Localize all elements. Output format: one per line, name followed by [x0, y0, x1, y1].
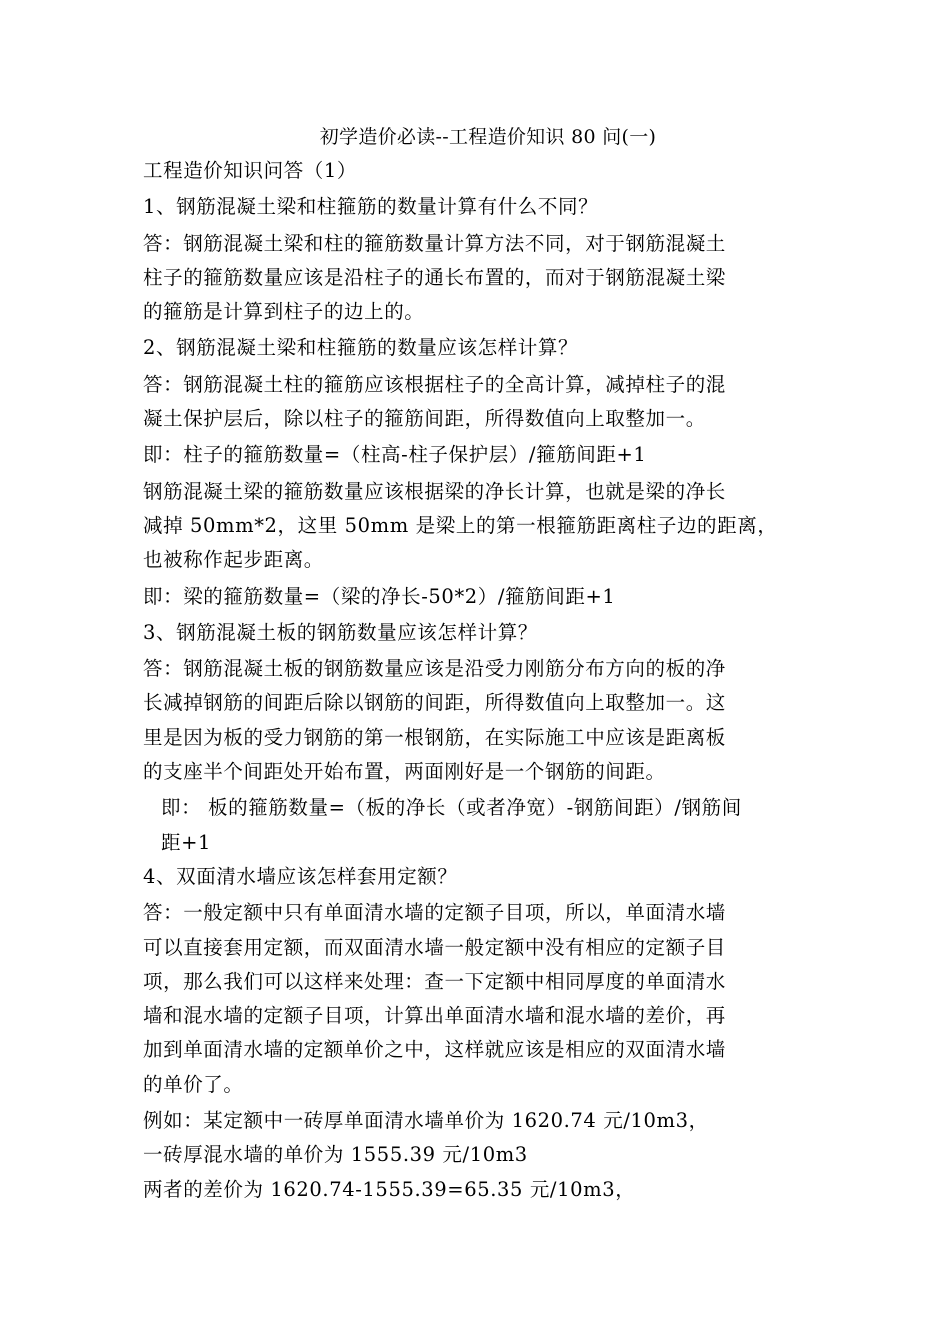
- document-body: [143, 120, 833, 1207]
- paragraph-q2: [143, 331, 833, 365]
- document-subtitle: 工程造价知识问答（1）: [143, 159, 358, 182]
- text-line: 2、钢筋混凝土梁和柱箍筋的数量应该怎样计算？: [143, 336, 579, 360]
- paragraph-f2a: [143, 438, 833, 472]
- text-line: 里是因为板的受力钢筋的第一根钢筋，在实际施工中应该是距离板: [143, 725, 726, 749]
- paragraph-a4: [143, 896, 833, 1102]
- text-line: 答：钢筋混凝土板的钢筋数量应该是沿受力刚筋分布方向的板的净: [143, 657, 726, 681]
- text-line: 的箍筋是计算到柱子的边上的。: [143, 300, 425, 324]
- text-line: 钢筋混凝土梁的箍筋数量应该根据梁的净长计算，也就是梁的净长: [143, 479, 726, 503]
- text-line: 答：钢筋混凝土柱的箍筋应该根据柱子的全高计算，减掉柱子的混: [143, 372, 726, 396]
- paragraph-e2: [143, 1138, 833, 1172]
- text-line: 3、钢筋混凝土板的钢筋数量应该怎样计算？: [143, 620, 538, 644]
- text-line: 距+1: [161, 830, 212, 854]
- paragraph-f3: [143, 791, 833, 860]
- paragraph-a2: [143, 368, 833, 437]
- text-line: 即：梁的箍筋数量=（梁的净长-50*2）/箍筋间距+1: [143, 584, 616, 608]
- text-line: 凝土保护层后，除以柱子的箍筋间距，所得数值向上取整加一。: [143, 407, 706, 431]
- paragraph-f2b: [143, 580, 833, 614]
- text-line: 可以直接套用定额，而双面清水墙一般定额中没有相应的定额子目: [143, 935, 726, 959]
- text-line: 墙和混水墙的定额子目项，计算出单面清水墙和混水墙的差价，再: [143, 1004, 726, 1028]
- paragraph-e1: [143, 1104, 833, 1138]
- text-line: 长减掉钢筋的间距后除以钢筋的间距，所得数值向上取整加一。这: [143, 691, 726, 715]
- text-line: 1、钢筋混凝土梁和柱箍筋的数量计算有什么不同？: [143, 195, 599, 219]
- text-line: 的支座半个间距处开始布置，两面刚好是一个钢筋的间距。: [143, 760, 666, 784]
- text-line: 4、双面清水墙应该怎样套用定额？: [143, 864, 458, 888]
- text-line: 也被称作起步距离。: [143, 548, 324, 572]
- text-line: 减掉 50mm*2，这里 50mm 是梁上的第一根箍筋距离柱子边的距离，: [143, 513, 778, 537]
- text-line: 答：钢筋混凝土梁和柱的箍筋数量计算方法不同，对于钢筋混凝土: [143, 231, 726, 255]
- text-line: 的单价了。: [143, 1072, 244, 1096]
- text-line: 例如：某定额中一砖厚单面清水墙单价为 1620.74 元/10m3，: [143, 1109, 709, 1133]
- text-line: 答：一般定额中只有单面清水墙的定额子目项，所以，单面清水墙: [143, 901, 726, 925]
- paragraph-a3: [143, 652, 833, 789]
- paragraph-e3: [143, 1173, 833, 1207]
- text-line: 加到单面清水墙的定额单价之中，这样就应该是相应的双面清水墙: [143, 1038, 726, 1062]
- text-line: 两者的差价为 1620.74-1555.39=65.35 元/10m3，: [143, 1177, 636, 1201]
- text-line: 一砖厚混水墙的单价为 1555.39 元/10m3: [143, 1143, 528, 1167]
- paragraph-q3: [143, 616, 833, 650]
- paragraph-q1: [143, 190, 833, 224]
- paragraph-a2b: [143, 475, 833, 578]
- paragraph-list: [143, 190, 833, 1207]
- paragraph-q4: [143, 860, 833, 894]
- paragraph-a1: [143, 227, 833, 330]
- text-line: 即： 板的箍筋数量=（板的净长（或者净宽）-钢筋间距）/钢筋间: [161, 796, 742, 820]
- text-line: 即：柱子的箍筋数量=（柱高-柱子保护层）/箍筋间距+1: [143, 443, 647, 467]
- text-line: 项，那么我们可以这样来处理：查一下定额中相同厚度的单面清水: [143, 969, 726, 993]
- text-line: 柱子的箍筋数量应该是沿柱子的通长布置的，而对于钢筋混凝土梁: [143, 265, 726, 289]
- document-title: 初学造价必读--工程造价知识 80 问(一): [319, 126, 657, 148]
